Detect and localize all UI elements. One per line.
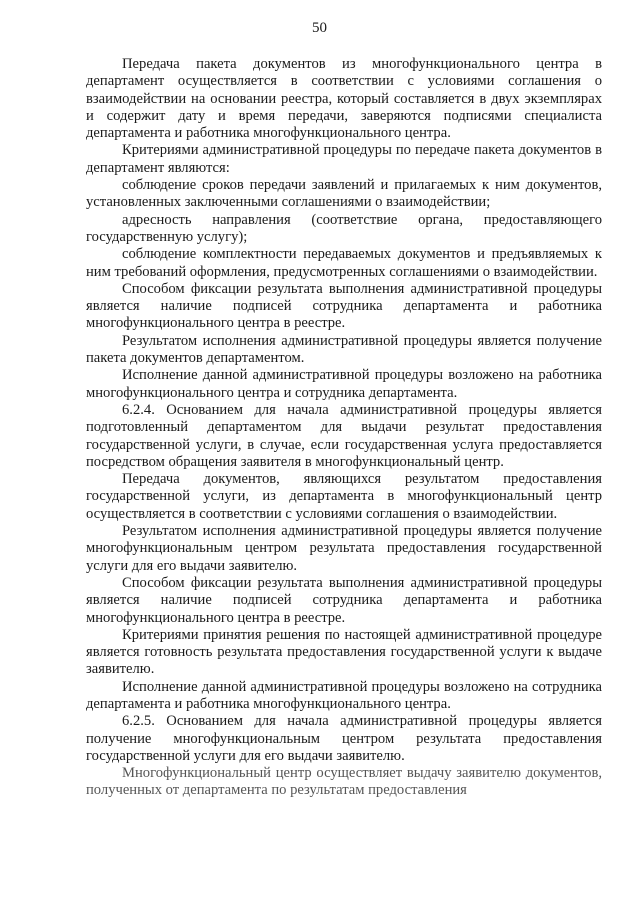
paragraph: Критериями принятия решения по настоящей административной процедуре является готовность результата предоставления государственной услуги к выдаче заявителю. <box>86 626 602 678</box>
paragraph: Способом фиксации результата выполнения административной процедуры является наличие подписей сотрудника департамента и работника многофункционального центра в реестре. <box>86 280 602 332</box>
paragraph: соблюдение сроков передачи заявлений и прилагаемых к ним документов, установленных заключенными соглашениями о взаимодействии; <box>86 177 602 211</box>
paragraph: адресность направления (соответствие органа, предоставляющего государственную услугу); <box>86 211 602 245</box>
document-body <box>86 56 602 800</box>
paragraph: Исполнение данной административной процедуры возложено на работника многофункционального центра и сотрудника департамента. <box>86 367 602 401</box>
paragraph: Способом фиксации результата выполнения административной процедуры является наличие подписей сотрудника департамента и работника многофункционального центра в реестре. <box>86 574 602 626</box>
paragraph: 6.2.4. Основанием для начала административной процедуры является подготовленный департаментом для выдачи результат предоставления государственной услуги, в случае, если государственная услуга предоставляется посредством обращения заявителя в многофункциональный центр. <box>86 401 602 470</box>
paragraph: Результатом исполнения административной процедуры является получение многофункциональным центром результата предоставления государственной услуги для его выдачи заявителю. <box>86 523 602 574</box>
paragraph: 6.2.5. Основанием для начала административной процедуры является получение многофункциональным центром результата предоставления государственной услуги для его выдачи заявителю. <box>86 713 602 764</box>
paragraph: соблюдение комплектности передаваемых документов и предъявляемых к ним требований оформления, предусмотренных соглашениями о взаимодействии. <box>86 246 602 280</box>
paragraph: Передача пакета документов из многофункционального центра в департамент осуществляется в соответствии с условиями соглашения о взаимодействии на основании реестра, который составляется в двух экземплярах и содержит дату и время передачи, заверяются подписями специалиста департамента и работника многофункционального центра. <box>86 56 602 142</box>
page-number: 50 <box>312 20 327 36</box>
paragraph: Критериями административной процедуры по передаче пакета документов в департамент являются: <box>86 142 602 176</box>
paragraph: Исполнение данной административной процедуры возложено на сотрудника департамента и работника многофункционального центра. <box>86 678 602 712</box>
paragraph: Результатом исполнения административной процедуры является получение пакета документов департаментом. <box>86 332 602 367</box>
paragraph: Передача документов, являющихся результатом предоставления государственной услуги, из департамента в многофункциональный центр осуществляется в соответствии с условиями соглашения о взаимодействии. <box>86 471 602 522</box>
paragraph: Многофункциональный центр осуществляет выдачу заявителю документов, полученных от департамента по результатам предоставления <box>86 765 602 799</box>
